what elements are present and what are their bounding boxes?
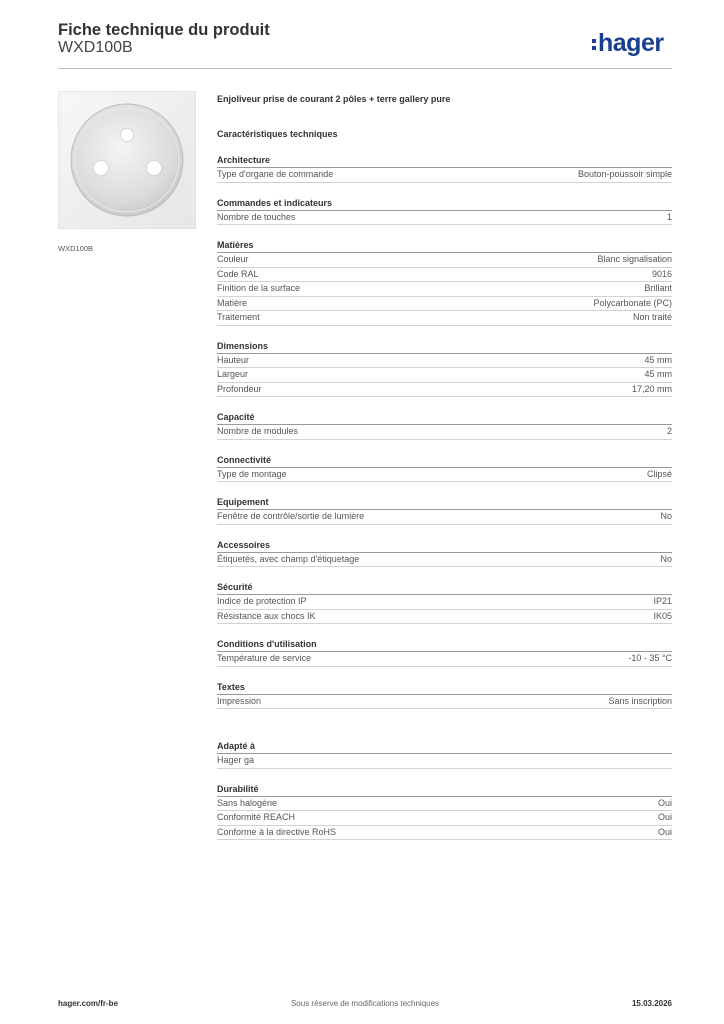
spec-label: Code RAL bbox=[217, 268, 259, 279]
spec-value: Brillant bbox=[644, 283, 672, 293]
spec-row bbox=[217, 168, 672, 183]
spec-value: Sans inscription bbox=[608, 695, 672, 706]
spec-row bbox=[217, 354, 672, 369]
section-title: Capacité bbox=[217, 411, 672, 425]
spec-label: Indice de protection IP bbox=[217, 596, 307, 606]
product-reference: WXD100B bbox=[58, 39, 133, 56]
spec-label: Hager ga bbox=[217, 755, 255, 765]
spec-row bbox=[217, 368, 672, 383]
section-connectivite bbox=[217, 454, 672, 483]
spec-value: 45 mm bbox=[644, 354, 672, 365]
spec-value: Oui bbox=[657, 812, 672, 822]
spec-value: Oui bbox=[657, 826, 672, 837]
section-title: Dimensions bbox=[217, 340, 672, 354]
spec-value: IK05 bbox=[653, 610, 672, 621]
spec-label: Type de montage bbox=[217, 468, 287, 479]
section-dimensions bbox=[217, 340, 672, 398]
spec-value: 9016 bbox=[651, 268, 672, 279]
spec-label: Type d'organe de commande bbox=[217, 169, 334, 179]
spec-value: Clipsé bbox=[646, 468, 672, 479]
spec-row bbox=[217, 595, 672, 610]
spec-row bbox=[217, 268, 672, 283]
section-title: Commandes et indicateurs bbox=[217, 197, 672, 211]
spec-row bbox=[217, 826, 672, 841]
section-title: Durabilité bbox=[217, 783, 672, 797]
footer-date: 15.03.2026 bbox=[631, 999, 672, 1008]
image-caption: WXD100B bbox=[58, 244, 94, 253]
spec-value: -10 - 35 °C bbox=[628, 653, 672, 663]
spec-row bbox=[217, 211, 672, 226]
section-title: Sécurité bbox=[217, 581, 672, 595]
section-title: Architecture bbox=[217, 154, 672, 168]
spec-label: Finition de la surface bbox=[217, 283, 301, 293]
section-commandes bbox=[217, 197, 672, 226]
footer-website-link[interactable]: hager.com/fr-be bbox=[58, 999, 119, 1008]
section-securite bbox=[217, 581, 672, 624]
spec-label: Traitement bbox=[217, 312, 260, 322]
spec-value: 2 bbox=[666, 426, 672, 436]
section-architecture bbox=[217, 154, 672, 183]
spec-label: Fenêtre de contrôle/sortie de lumière bbox=[217, 511, 365, 521]
spec-label: Résistance aux chocs IK bbox=[217, 610, 316, 621]
section-textes bbox=[217, 681, 672, 710]
section-equipement bbox=[217, 496, 672, 525]
spec-row bbox=[217, 297, 672, 312]
spec-label: Impression bbox=[217, 695, 262, 706]
product-description: Enjoliveur prise de courant 2 pôles + terre gallery pure bbox=[217, 94, 451, 104]
spec-value: 45 mm bbox=[644, 369, 672, 379]
spec-label: Nombre de touches bbox=[217, 211, 296, 222]
spec-row bbox=[217, 510, 672, 525]
footer-disclaimer: Sous réserve de modifications techniques bbox=[290, 999, 440, 1008]
tech-characteristics-title: Caractéristiques techniques bbox=[217, 129, 338, 139]
section-title: Textes bbox=[217, 681, 672, 695]
spec-value: 1 bbox=[666, 211, 672, 222]
spec-label: Étiquetés, avec champ d'étiquetage bbox=[217, 553, 360, 564]
spec-value: Polycarbonate (PC) bbox=[593, 297, 672, 308]
spec-value: IP21 bbox=[653, 596, 672, 606]
spec-value: Blanc signalisation bbox=[597, 254, 672, 264]
section-capacite bbox=[217, 411, 672, 440]
spec-row bbox=[217, 553, 672, 568]
section-title: Connectivité bbox=[217, 454, 672, 468]
spec-row bbox=[217, 610, 672, 625]
section-title: Matières bbox=[217, 239, 672, 253]
spec-row bbox=[217, 282, 672, 297]
spec-row bbox=[217, 754, 672, 769]
spec-value: Bouton-poussoir simple bbox=[577, 169, 672, 179]
section-durabilite bbox=[217, 783, 672, 841]
page-footer bbox=[58, 999, 672, 1011]
section-matieres bbox=[217, 239, 672, 326]
spec-label: Température de service bbox=[217, 653, 312, 663]
spec-label: Couleur bbox=[217, 254, 249, 264]
spec-row bbox=[217, 425, 672, 440]
page-title: Fiche technique du produit bbox=[58, 21, 270, 39]
spec-row bbox=[217, 468, 672, 483]
spec-value: 17,20 mm bbox=[631, 383, 672, 394]
spec-value: No bbox=[660, 553, 672, 564]
section-title: Equipement bbox=[217, 496, 672, 510]
section-title: Accessoires bbox=[217, 539, 672, 553]
svg-text:hager: hager bbox=[598, 29, 664, 57]
spec-value: Oui bbox=[657, 797, 672, 808]
spec-value: Non traité bbox=[632, 312, 672, 322]
spec-label: Largeur bbox=[217, 369, 249, 379]
section-title: Adapté à bbox=[217, 740, 672, 754]
hager-logo bbox=[591, 27, 675, 59]
spec-label: Conforme à la directive RoHS bbox=[217, 826, 337, 837]
spec-value: No bbox=[660, 511, 672, 521]
spec-label: Sans halogène bbox=[217, 797, 278, 808]
spec-label: Conformité REACH bbox=[217, 812, 296, 822]
section-adapte bbox=[217, 740, 672, 769]
spec-row bbox=[217, 695, 672, 710]
spec-content bbox=[217, 92, 672, 840]
spec-label: Profondeur bbox=[217, 383, 262, 394]
section-title: Conditions d'utilisation bbox=[217, 638, 672, 652]
section-accessoires bbox=[217, 539, 672, 568]
spec-label: Nombre de modules bbox=[217, 426, 299, 436]
spec-row bbox=[217, 811, 672, 826]
spec-row bbox=[217, 797, 672, 812]
spec-label: Hauteur bbox=[217, 354, 250, 365]
header-divider bbox=[58, 68, 672, 69]
socket-cover-image bbox=[58, 91, 196, 229]
section-conditions bbox=[217, 638, 672, 667]
spec-row bbox=[217, 383, 672, 398]
spec-label: Matière bbox=[217, 297, 248, 308]
spec-row bbox=[217, 253, 672, 268]
spec-row bbox=[217, 652, 672, 667]
spec-row bbox=[217, 311, 672, 326]
